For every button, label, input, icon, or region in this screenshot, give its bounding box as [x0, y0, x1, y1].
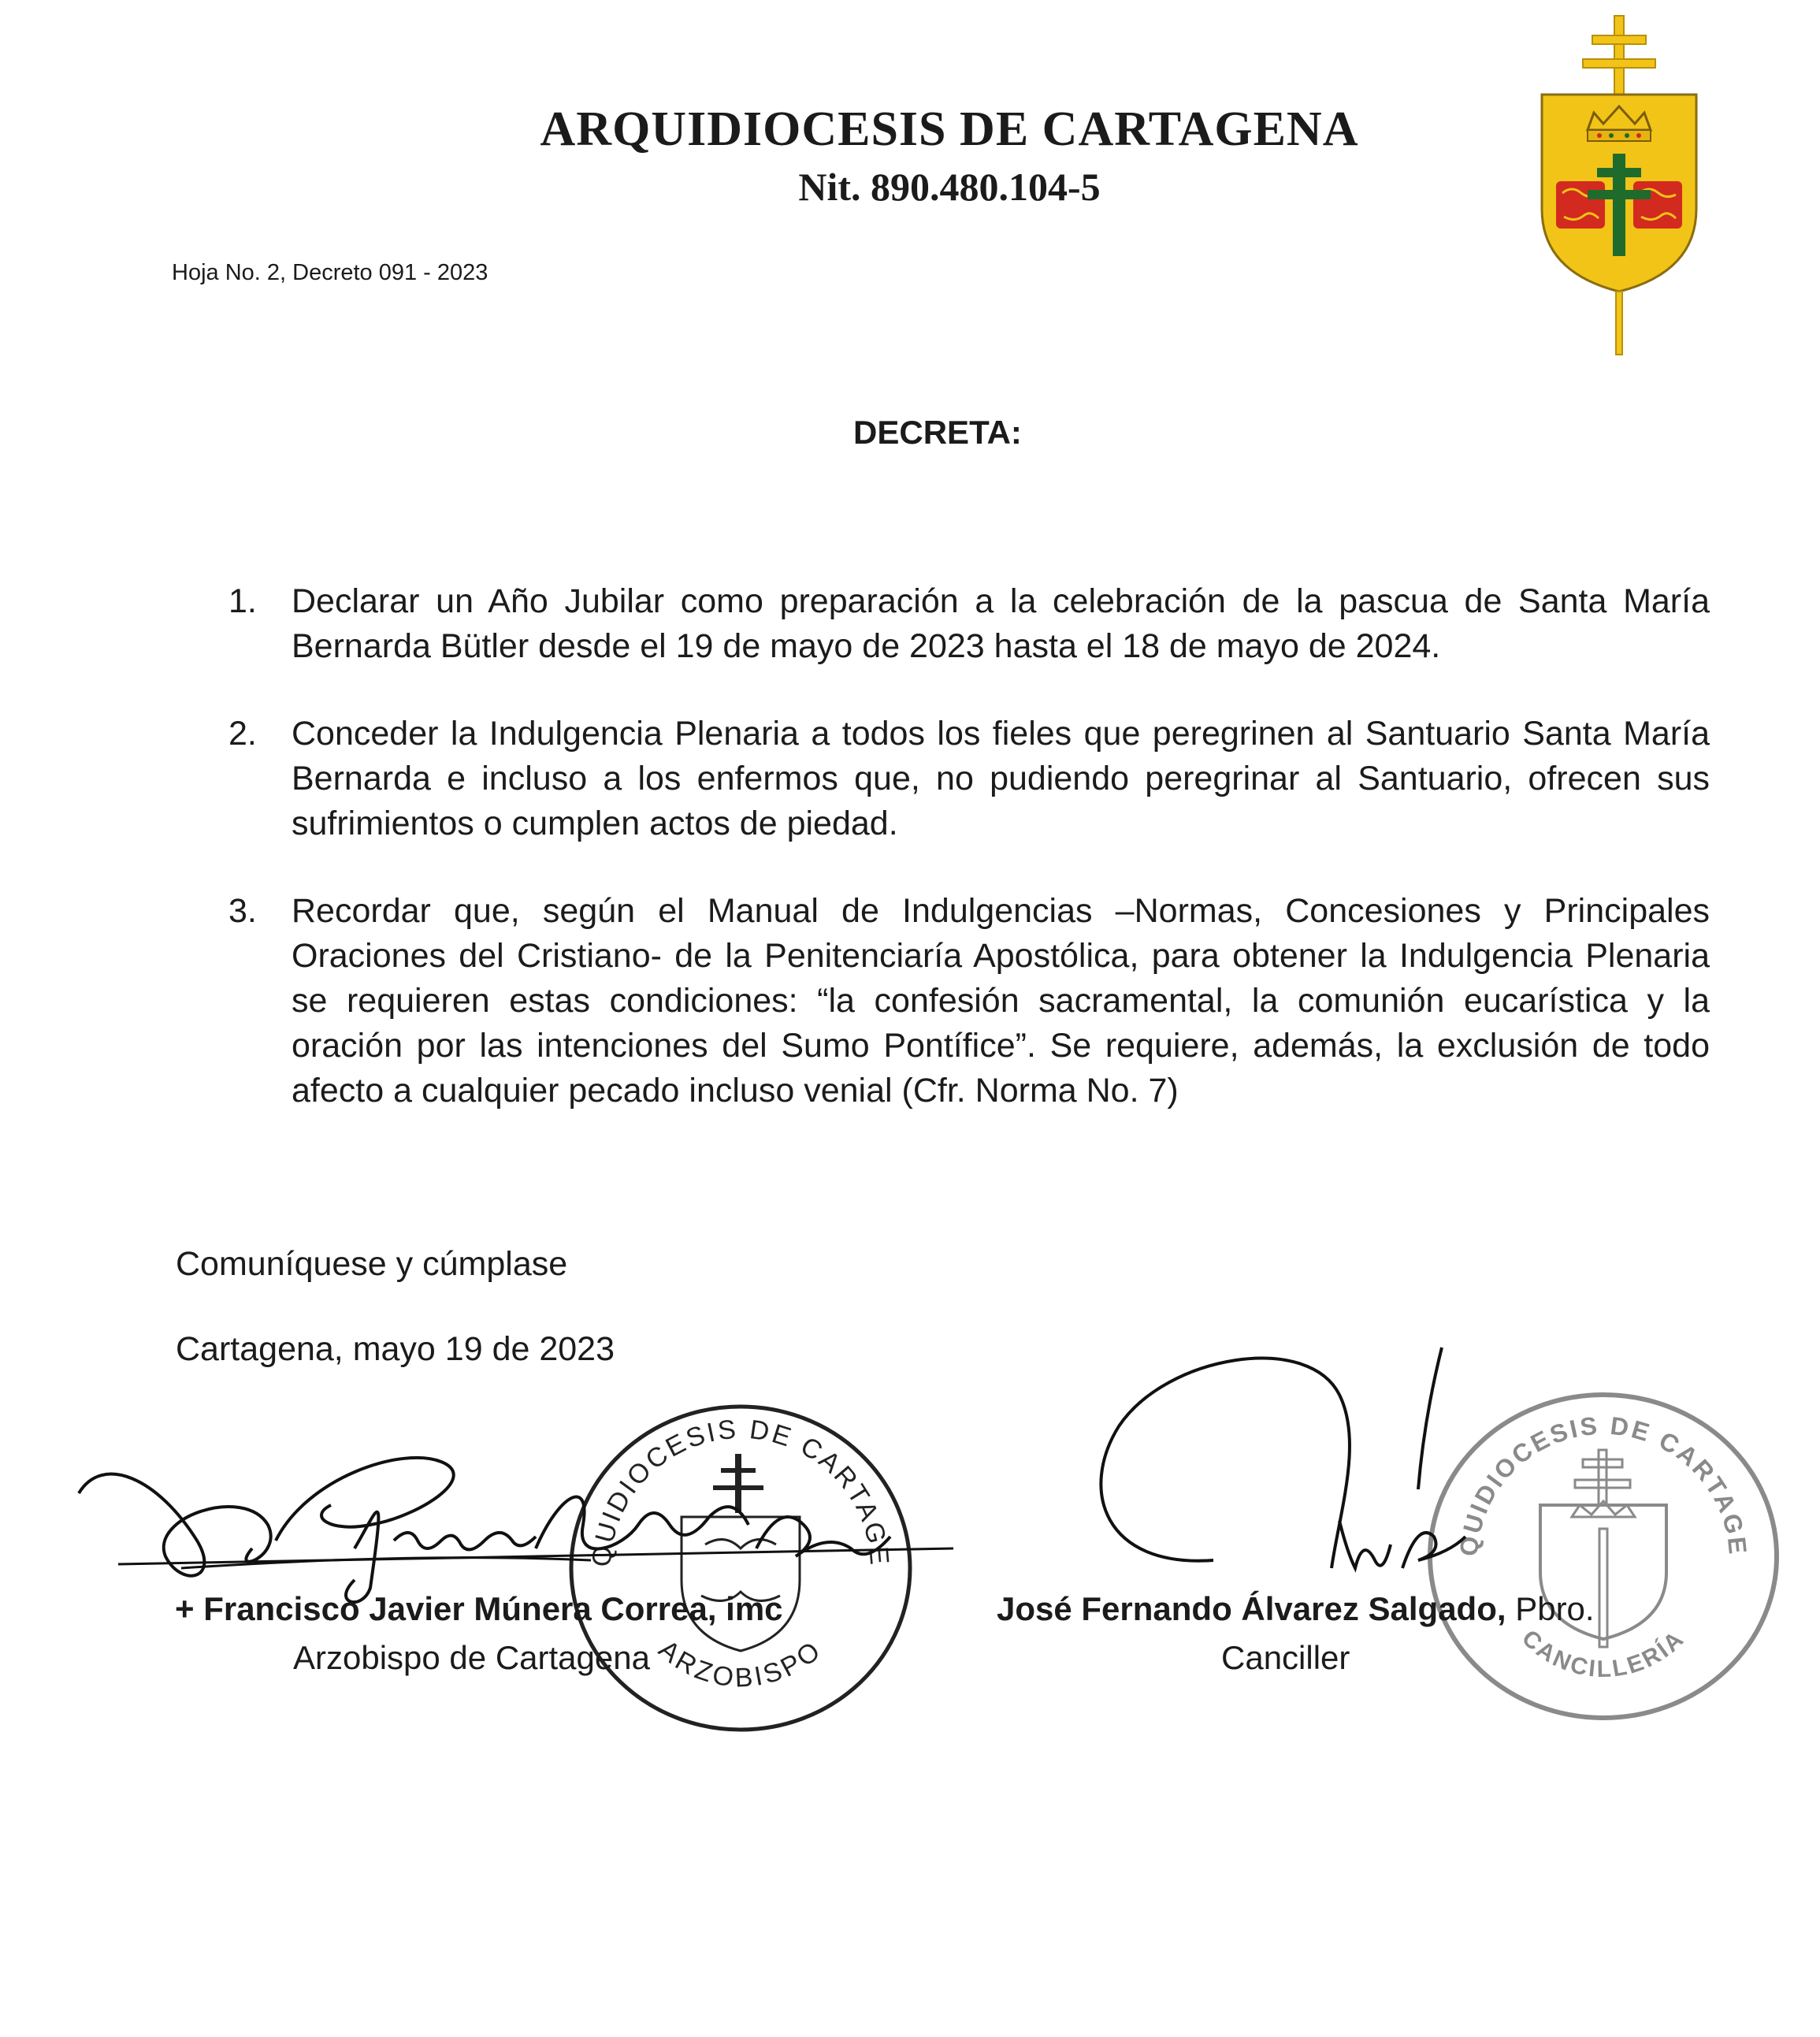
place-date: Cartagena, mayo 19 de 2023: [176, 1330, 615, 1368]
list-item-text: Conceder la Indulgencia Plenaria a todos los fieles que peregrinen al Santuario Santa María Bernarda e incluso a los enfermos que, no pudiendo peregrinar al Santuario, ofrecen sus sufrimientos o cumplen actos de piedad.: [292, 715, 1710, 842]
signature-icon: [1072, 1332, 1513, 1592]
seal-top-text: QUIDIOCESIS DE CARTAGE: [586, 1414, 895, 1568]
list-item-text: Declarar un Año Jubilar como preparación a la celebración de la pascua de Santa María Bernarda Bütler desde el 19 de mayo de 2023 hasta el 18 de mayo de 2024.: [292, 582, 1710, 665]
coat-of-arms: [1525, 12, 1714, 366]
header-nit: Nit. 890.480.104-5: [798, 165, 1101, 209]
archbishop-name: + Francisco Javier Múnera Correa, imc: [175, 1590, 783, 1627]
decreta-heading: DECRETA:: [853, 414, 1022, 451]
chancellor-name-text: José Fernando Álvarez Salgado,: [997, 1590, 1506, 1627]
seal-bottom-text: ARZOBISPO: [652, 1634, 829, 1693]
archbishop-title: Arzobispo de Cartagena: [293, 1639, 650, 1676]
seal-bottom-text: CANCILLERÍA: [1517, 1625, 1690, 1683]
closing-formula: Comuníquese y cúmplase: [176, 1245, 568, 1283]
svg-text:CANCILLERÍA: [1517, 1625, 1690, 1682]
seal-top-text: QUIDIOCESIS DE CARTAGE: [1454, 1411, 1753, 1558]
decree-list: [228, 579, 1710, 1156]
chancellor-name: [997, 1590, 1595, 1628]
archbishop-signature: [71, 1430, 969, 1611]
list-item-text: Recordar que, según el Manual de Indulgencias –Normas, Concesiones y Principales Oraciones del Cristiano- de la Penitenciaría Apostólica, para obtener la Indulgencia Plenaria se requieren estas condiciones: “la confesión sacramental, la comunión eucarística y la oración por las intenciones del Sumo Pontífice”. Se requiere, además, la exclusión de todo afecto a cualquier pecado incluso venial (Cfr. Norma No. 7): [292, 892, 1710, 1110]
list-item-number: 2.: [228, 715, 257, 753]
list-item-number: 1.: [228, 582, 257, 620]
list-item: [228, 579, 1710, 669]
coat-of-arms-icon: [1525, 12, 1714, 366]
chancellor-suffix: Pbro.: [1506, 1590, 1595, 1627]
chancellor-title: Canciller: [1221, 1639, 1350, 1676]
svg-text:ARZOBISPO: [653, 1634, 828, 1693]
page-reference: Hoja No. 2, Decreto 091 - 2023: [172, 260, 488, 285]
header-title: ARQUIDIOCESIS DE CARTAGENA: [540, 102, 1359, 156]
chancellor-signature: [1072, 1332, 1513, 1592]
signature-icon: [71, 1430, 969, 1611]
list-item-number: 3.: [228, 892, 257, 930]
list-item: [228, 712, 1710, 846]
list-item: [228, 889, 1710, 1113]
